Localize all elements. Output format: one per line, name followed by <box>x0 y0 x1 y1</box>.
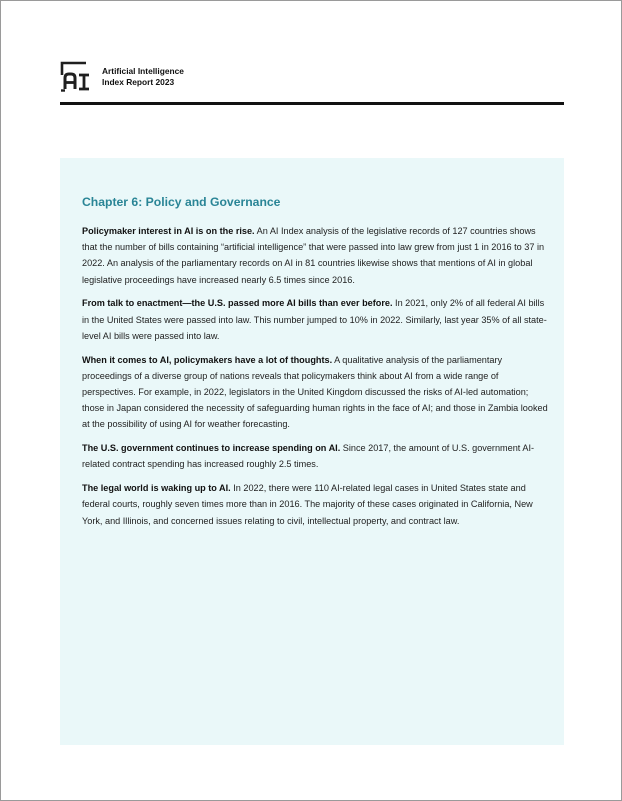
highlight-lead: Policymaker interest in AI is on the rise. <box>82 226 255 236</box>
highlight-lead: When it comes to AI, policymakers have a lot of thoughts. <box>82 354 333 365</box>
highlight-paragraph <box>82 440 548 472</box>
highlight-paragraph <box>82 295 548 344</box>
highlight-body: A qualitative analysis of the parliamentary proceedings of a diverse group of nations reveals that policymakers think about AI from a wide range of perspectives. For example, in 2022, legislators in the United Kingdom discussed the risks of AI-led automation; those in Japan considered the necessity of safeguarding human rights in the face of AI; and those in Zambia looked at the possibility of using AI for weather forecasting. <box>82 354 548 430</box>
highlight-lead: The U.S. government continues to increase spending on AI. <box>82 443 341 454</box>
highlight-body: An AI Index analysis of the legislative records of 127 countries shows that the number of bills containing “artificial intelligence” that were passed into law grew from just 1 in 2016 to 37 in 2022. An analysis of the parliamentary records on AI in 81 countries likewise shows that mentions of AI in global legislative proceedings have increased nearly 6.5 times since 2016. <box>82 226 545 285</box>
highlight-paragraph <box>82 223 548 288</box>
report-title <box>102 66 184 88</box>
report-header <box>60 61 184 93</box>
highlights-panel <box>60 158 564 745</box>
highlight-paragraph <box>82 480 548 529</box>
report-title-line-1: Artificial Intelligence <box>102 66 184 76</box>
header-rule <box>60 102 564 105</box>
highlight-lead: The legal world is waking up to AI. <box>82 483 231 494</box>
report-title-line-2: Index Report 2023 <box>102 77 175 87</box>
ai-index-logo <box>60 61 96 93</box>
highlight-body: Since 2017, the amount of U.S. government AI-related contract spending has increased roughly 2.5 times. <box>82 443 535 470</box>
highlight-body: In 2021, only 2% of all federal AI bills in the United States were passed into law. This number jumped to 10% in 2022. Similarly, last year 35% of all state-level AI bills were passed into law. <box>82 298 547 341</box>
highlight-lead: From talk to enactment—the U.S. passed more AI bills than ever before. <box>82 298 393 309</box>
highlight-body: In 2022, there were 110 AI-related legal cases in United States state and federal courts, roughly seven times more than in 2016. The majority of these cases originated in California, New York, and Illinois, and concerned issues relating to civil, intellectual property, and contract law. <box>82 483 533 526</box>
logo-text: AI <box>60 61 61 62</box>
chapter-title: Chapter 6: Policy and Governance <box>82 195 281 209</box>
highlight-paragraph <box>82 352 548 433</box>
highlights-body <box>82 223 548 536</box>
